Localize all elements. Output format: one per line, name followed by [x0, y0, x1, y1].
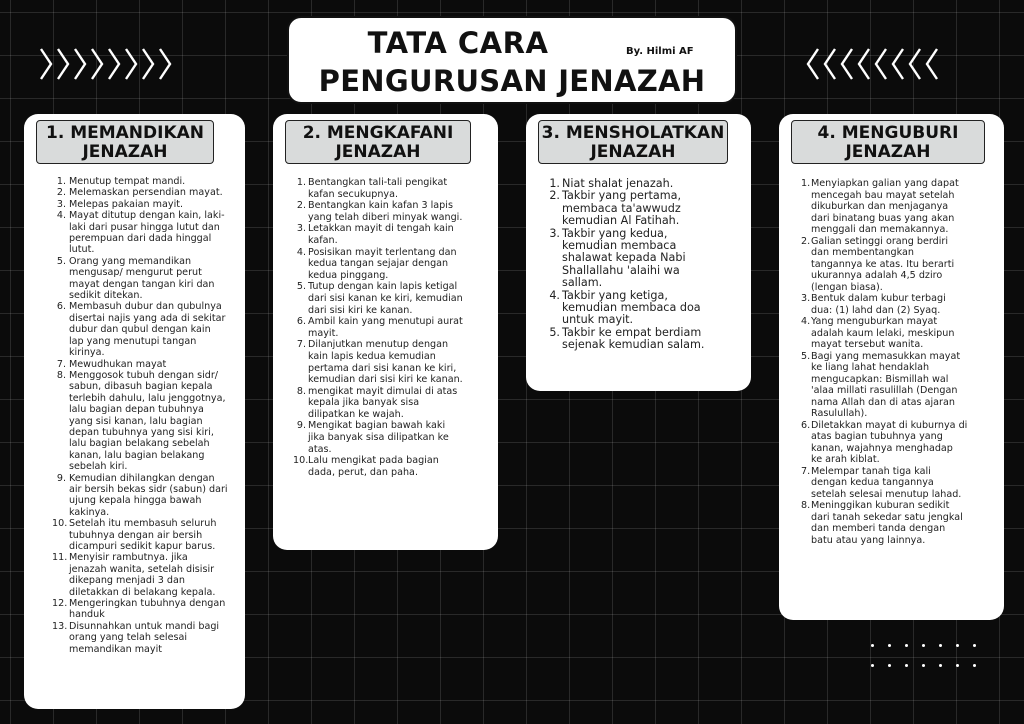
list-item [52, 359, 240, 370]
step-text [308, 420, 491, 455]
step-text-line: Ambil kain yang menutupi aurat [308, 316, 463, 328]
step-text-line: ukurannya adalah 4,5 dziro [811, 270, 943, 281]
step-text-line: kafan secukupnya. [308, 188, 399, 200]
step-text [308, 200, 491, 223]
step-number: 5. [801, 350, 811, 362]
step-text [811, 236, 999, 294]
step-text-line: Membasuh dubur dan qubulnya [69, 301, 222, 313]
step-number: 4. [56, 210, 66, 222]
step-text-line: lalu bagian belakang sebelah [69, 438, 210, 450]
step-text-line: tubuhnya dengan air bersih [69, 529, 203, 541]
step-text-line: Meninggikan kuburan sedikit [811, 500, 950, 511]
step-text-line: nama Allah dan di atas ajaran [811, 396, 955, 408]
step-text-line: dikepang menjadi 3 dan [69, 575, 185, 587]
list-item [52, 256, 240, 302]
step-text-line: kepala jika banyak sisa [308, 397, 420, 409]
step-text-line: dari sisi kanan ke kiri, kemudian [308, 292, 463, 304]
dot [905, 644, 908, 647]
list-item [801, 466, 999, 501]
step-text-line: lutut. [69, 244, 95, 256]
step-text-line: handuk [69, 609, 105, 621]
step-number: 9. [56, 472, 66, 484]
step-text [562, 228, 746, 290]
step-text [308, 247, 491, 282]
step-number: 3. [549, 226, 560, 240]
step-text-line: Menggosok tubuh dengan sidr/ [69, 369, 219, 381]
steps-list [293, 177, 491, 478]
dot [956, 644, 959, 647]
step-number: 10. [52, 518, 68, 530]
step-text-line: mengusap/ mengurut perut [69, 267, 202, 279]
section-heading [791, 120, 985, 164]
step-text-line: Kemudian dihilangkan dengan [69, 472, 215, 484]
dot [922, 644, 925, 647]
step-text [69, 518, 240, 552]
step-text-line: shalawat kepada Nabi [562, 251, 686, 265]
step-number: 5. [56, 255, 66, 267]
step-text [811, 293, 999, 316]
step-number: 6. [801, 419, 811, 431]
step-text-line: yang sisi kanan, lalu bagian [69, 415, 203, 427]
step-text-line: atas. [308, 443, 332, 455]
list-item [293, 339, 491, 385]
step-text [811, 500, 999, 546]
chevron-left-icon [873, 46, 889, 82]
list-item [293, 455, 491, 478]
step-text-line: Mayat ditutup dengan kain, laki- [69, 210, 225, 222]
step-text-line: dubur dan qubul dengan kain [69, 324, 211, 336]
list-item [52, 210, 240, 256]
step-text-line: Bentangkan kain kafan 3 lapis [308, 200, 453, 212]
step-number: 7. [801, 465, 811, 477]
step-text-line: Shallallahu 'alaihi wa [562, 263, 680, 277]
chevron-right-icon [89, 46, 105, 82]
step-text-line: Disunnahkan untuk mandi bagi [69, 620, 220, 632]
chevron-left-icon [907, 46, 923, 82]
step-text-line: kedua tangan sejajar dengan [308, 258, 449, 270]
step-text-line: dengan kedua tangannya [811, 477, 934, 488]
step-text [69, 210, 240, 256]
step-text-line: kirinya. [69, 347, 105, 359]
step-text-line: sebelah kiri. [69, 461, 128, 473]
step-text-line: Menyiapkan galian yang dapat [811, 178, 959, 189]
step-text-line: diletakkan di belakang kepala. [69, 586, 216, 598]
step-text [69, 621, 240, 655]
chevron-right-icon [38, 46, 54, 82]
section-card-mensholatkan [526, 114, 751, 391]
step-number: 10. [293, 455, 309, 467]
step-text-line: adalah kaum lelaki, meskipun [811, 327, 955, 339]
step-text [308, 316, 491, 339]
step-text-line: Menutup tempat mandi. [69, 176, 186, 187]
step-text-line: setelah selesai menutup lahad. [811, 488, 962, 500]
step-text-line: dilipatkan ke wajah. [308, 408, 404, 420]
chevron-left-icon [924, 46, 940, 82]
step-text-line: Yang menguburkan mayat [811, 316, 938, 327]
step-text [811, 351, 999, 420]
chevron-left-icon [805, 46, 821, 82]
step-text-line: pertama dari sisi kanan ke kiri, [308, 362, 457, 374]
step-number: 7. [56, 358, 66, 370]
step-text-line: ujung kepala hingga bawah [69, 495, 202, 507]
step-number: 3. [801, 293, 811, 304]
step-text-line: kain lapis kedua kemudian [308, 350, 436, 362]
chevron-right-icon [38, 46, 176, 86]
step-text-line: Setelah itu membasuh seluruh [69, 518, 217, 530]
step-text [69, 187, 240, 198]
list-item [293, 281, 491, 316]
step-text [308, 455, 491, 478]
chevron-right-icon [55, 46, 71, 82]
step-text-line: Bagi yang memasukkan mayat [811, 350, 961, 362]
step-text-line: kanan, lalu bagian belakang [69, 449, 205, 461]
step-text [308, 386, 491, 421]
step-number: 2. [296, 200, 306, 212]
step-text-line: Diletakkan mayat di kuburnya di [811, 419, 968, 431]
section-card-memandikan [24, 114, 245, 709]
step-text-line: atas bagian tubuhnya yang [811, 431, 943, 442]
chevron-left-icon [856, 46, 872, 82]
section-heading-line2: JENAZAH [82, 142, 168, 162]
page-title-top: TATA CARA [367, 26, 549, 60]
section-card-menguburi [779, 114, 1004, 620]
list-item [293, 316, 491, 339]
step-number: 2. [801, 235, 811, 247]
section-card-mengkafani [273, 114, 498, 550]
step-text [811, 466, 999, 501]
step-number: 8. [296, 385, 306, 397]
step-text [811, 420, 999, 466]
step-text-line: Bentangkan tali-tali pengikat [308, 177, 448, 188]
step-text-line: kakinya. [69, 506, 110, 518]
step-text-line: ke arah kiblat. [811, 454, 880, 465]
list-item [801, 420, 999, 466]
step-number: 2. [549, 189, 560, 203]
step-text [308, 177, 491, 200]
dot [871, 644, 874, 647]
step-text [811, 316, 999, 351]
step-number: 8. [801, 500, 811, 511]
step-text-line: yang telah diberi minyak wangi. [308, 211, 463, 223]
section-heading [285, 120, 471, 164]
list-item [801, 500, 999, 546]
step-text-line: laki dari pusar hingga lutut dan [69, 221, 220, 233]
step-text-line: mengucapkan: Bismillah wal [811, 373, 949, 385]
dot [888, 644, 891, 647]
step-number: 6. [296, 316, 306, 328]
dot [939, 664, 942, 667]
step-text-line: terlebih dahulu, lalu jenggotnya, [69, 392, 226, 404]
step-number: 13. [52, 620, 68, 632]
step-text-line: lap yang menutupi tangan [69, 335, 197, 347]
step-text [69, 256, 240, 302]
step-text-line: dikuburkan dan menjaganya [811, 201, 949, 212]
list-item [52, 598, 240, 621]
step-text-line: dari binatang buas yang akan [811, 212, 955, 224]
step-number: 4. [296, 246, 306, 258]
chevron-left-icon [805, 46, 943, 86]
dot [956, 664, 959, 667]
list-item [52, 621, 240, 655]
step-text [811, 178, 999, 236]
chevron-right-icon [106, 46, 122, 82]
step-text [69, 301, 240, 358]
step-number: 4. [549, 288, 560, 302]
dot [939, 644, 942, 647]
step-text [69, 473, 240, 519]
chevron-left-icon [839, 46, 855, 82]
list-item [52, 176, 240, 187]
step-text-line: kemudian Al Fatihah. [562, 214, 680, 228]
list-item [546, 327, 746, 352]
step-number: 11. [52, 552, 68, 564]
dot [888, 664, 891, 667]
chevron-left-icon [822, 46, 838, 82]
chevron-right-icon [140, 46, 156, 82]
step-text-line: Takbir yang ketiga, [562, 288, 668, 302]
step-text-line: mayat tersebut wanita. [811, 339, 924, 350]
step-text-line: mengikat mayit dimulai di atas [308, 385, 458, 397]
step-text-line: jenazah wanita, setelah disisir [69, 563, 215, 575]
step-text-line: sallam. [562, 276, 603, 290]
step-text [562, 190, 746, 227]
step-text-line: Lalu mengikat pada bagian [308, 455, 439, 467]
step-number: 5. [296, 281, 306, 293]
step-text-line: Takbir ke empat berdiam [562, 325, 702, 339]
step-text-line: sedikit ditekan. [69, 290, 143, 302]
list-item [52, 370, 240, 473]
step-text-line: (lengan biasa). [811, 281, 883, 293]
step-text-line: Bentuk dalam kubur terbagi [811, 293, 946, 304]
dot [973, 644, 976, 647]
step-text-line: Melepas pakaian mayit. [69, 198, 184, 210]
list-item [293, 177, 491, 200]
list-item [52, 199, 240, 210]
step-text-line: kanan, wajahnya menghadap [811, 442, 953, 454]
step-number: 7. [296, 339, 306, 351]
step-text-line: Galian setinggi orang berdiri [811, 235, 949, 247]
step-number: 8. [56, 369, 66, 381]
step-text-line: batu atau yang lainnya. [811, 534, 926, 546]
list-item [801, 316, 999, 351]
list-item [546, 290, 746, 327]
step-number: 1. [801, 178, 811, 189]
step-text-line: membaca ta'awwudz [562, 201, 681, 215]
list-item [546, 190, 746, 227]
chevron-right-icon [157, 46, 173, 82]
step-text-line: Tutup dengan kain lapis ketigal [308, 281, 458, 293]
step-text-line: Niat shalat jenazah. [562, 177, 674, 190]
step-text-line: dan memberi tanda dengan [811, 523, 946, 534]
title-banner [287, 16, 737, 104]
step-text-line: jika banyak sisa dilipatkan ke [308, 432, 449, 444]
section-heading-line2: JENAZAH [335, 142, 421, 162]
list-item [801, 293, 999, 316]
step-text-line: dan membentangkan [811, 247, 914, 258]
step-text-line: Mengikat bagian bawah kaki [308, 420, 446, 432]
section-heading-line1: 3. MENSHOLATKAN [541, 123, 725, 143]
chevron-right-icon [72, 46, 88, 82]
step-text-line: dua: (1) lahd dan (2) Syaq. [811, 304, 941, 316]
step-text-line: dada, perut, dan paha. [308, 466, 418, 478]
list-item [293, 200, 491, 223]
step-text [69, 359, 240, 370]
step-number: 3. [296, 223, 306, 235]
step-text [308, 223, 491, 246]
list-item [52, 552, 240, 598]
list-item [801, 178, 999, 236]
steps-list [52, 176, 240, 655]
step-number: 12. [52, 598, 68, 610]
step-text-line: dicampuri sedikit kapur barus. [69, 541, 216, 552]
step-text-line: dari sisi kiri ke kanan. [308, 304, 413, 316]
step-text-line: Takbir yang pertama, [562, 189, 682, 203]
chevron-left-icon [890, 46, 906, 82]
step-number: 2. [56, 187, 66, 199]
list-item [52, 518, 240, 552]
step-text [562, 327, 746, 352]
author-byline: By. Hilmi AF [626, 46, 694, 57]
step-text-line: lalu bagian depan tubuhnya [69, 404, 204, 416]
section-heading-line1: 4. MENGUBURI [817, 123, 959, 143]
list-item [546, 228, 746, 290]
step-number: 3. [56, 198, 66, 210]
step-text-line: Melemaskan persendian mayat. [69, 187, 223, 199]
step-text-line: mayit. [308, 327, 339, 339]
step-text-line: Posisikan mayit terlentang dan [308, 246, 457, 258]
list-item [52, 187, 240, 198]
chevron-right-icon [123, 46, 139, 82]
step-text [562, 290, 746, 327]
step-number: 1. [56, 176, 66, 187]
step-text-line: kedua pinggang. [308, 269, 389, 281]
step-number: 6. [56, 301, 66, 313]
step-text [308, 281, 491, 316]
list-item [293, 386, 491, 421]
step-text-line: tangannya ke atas. Itu berarti [811, 258, 955, 270]
section-heading-line1: 1. MEMANDIKAN [45, 123, 205, 143]
step-text [69, 370, 240, 473]
step-text-line: kafan. [308, 234, 338, 246]
step-text-line: Melempar tanah tiga kali [811, 465, 931, 477]
step-number: 1. [549, 177, 560, 190]
step-text-line: kemudian membaca [562, 239, 677, 253]
section-heading-line1: 2. MENGKAFANI [302, 123, 454, 143]
list-item [293, 223, 491, 246]
step-text-line: Orang yang memandikan [69, 255, 192, 267]
step-text-line: mencegah bau mayat setelah [811, 189, 955, 201]
step-text [69, 199, 240, 210]
step-number: 5. [549, 325, 560, 339]
step-text-line: kemudian dari sisi kiri ke kanan. [308, 374, 463, 386]
step-text-line: disertai najis yang ada di sekitar [69, 312, 226, 324]
step-text-line: kemudian membaca doa [562, 301, 701, 315]
step-text-line: ke liang lahat hendaklah [811, 362, 930, 373]
step-text-line: Menyisir rambutnya. jika [69, 552, 188, 564]
step-text-line: Letakkan mayit di tengah kain [308, 223, 454, 235]
step-text-line: 'alaa millati rasulillah (Dengan [811, 385, 958, 396]
step-text-line: orang yang telah selesai [69, 632, 188, 644]
dot [922, 664, 925, 667]
steps-list [546, 178, 746, 352]
step-text-line: untuk mayit. [562, 313, 634, 327]
section-heading-line2: JENAZAH [590, 142, 676, 162]
page-title-line2: PENGURUSAN JENAZAH [318, 64, 706, 98]
step-text-line: perempuan dari dada hinggal [69, 233, 212, 245]
step-text [69, 176, 240, 187]
list-item [293, 247, 491, 282]
section-heading [36, 120, 214, 164]
step-text-line: Takbir yang kedua, [562, 226, 668, 240]
section-heading-line2: JENAZAH [845, 142, 931, 162]
step-number: 1. [296, 177, 306, 188]
step-text-line: sejenak kemudian salam. [562, 338, 705, 352]
list-item [293, 420, 491, 455]
steps-list [801, 178, 999, 546]
dot [973, 664, 976, 667]
step-text-line: Mengeringkan tubuhnya dengan [69, 598, 226, 610]
step-text [69, 598, 240, 621]
step-text-line: Rasulullah). [811, 408, 868, 419]
section-heading [538, 120, 728, 164]
step-text-line: depan tubuhnya yang sisi kiri, [69, 426, 214, 438]
step-text-line: Dilanjutkan menutup dengan [308, 339, 449, 351]
step-text-line: sabun, dibasuh bagian kepala [69, 381, 213, 393]
step-text-line: dari tanah sekedar satu jengkal [811, 511, 963, 523]
list-item [52, 473, 240, 519]
step-text-line: air bersih bekas sidr (sabun) dari [69, 483, 228, 495]
dot-grid-icon [871, 644, 991, 670]
dot [871, 664, 874, 667]
dot [905, 664, 908, 667]
list-item [801, 351, 999, 420]
step-text-line: mayat dengan tangan kiri dan [69, 278, 215, 290]
step-text [308, 339, 491, 385]
list-item [801, 236, 999, 294]
step-text [69, 552, 240, 598]
step-text-line: memandikan mayit [69, 643, 163, 655]
list-item [52, 301, 240, 358]
step-number: 4. [801, 316, 811, 327]
step-text-line: Mewudhukan mayat [69, 358, 167, 370]
step-text-line: menggali dan memakannya. [811, 224, 949, 235]
step-number: 9. [296, 420, 306, 432]
